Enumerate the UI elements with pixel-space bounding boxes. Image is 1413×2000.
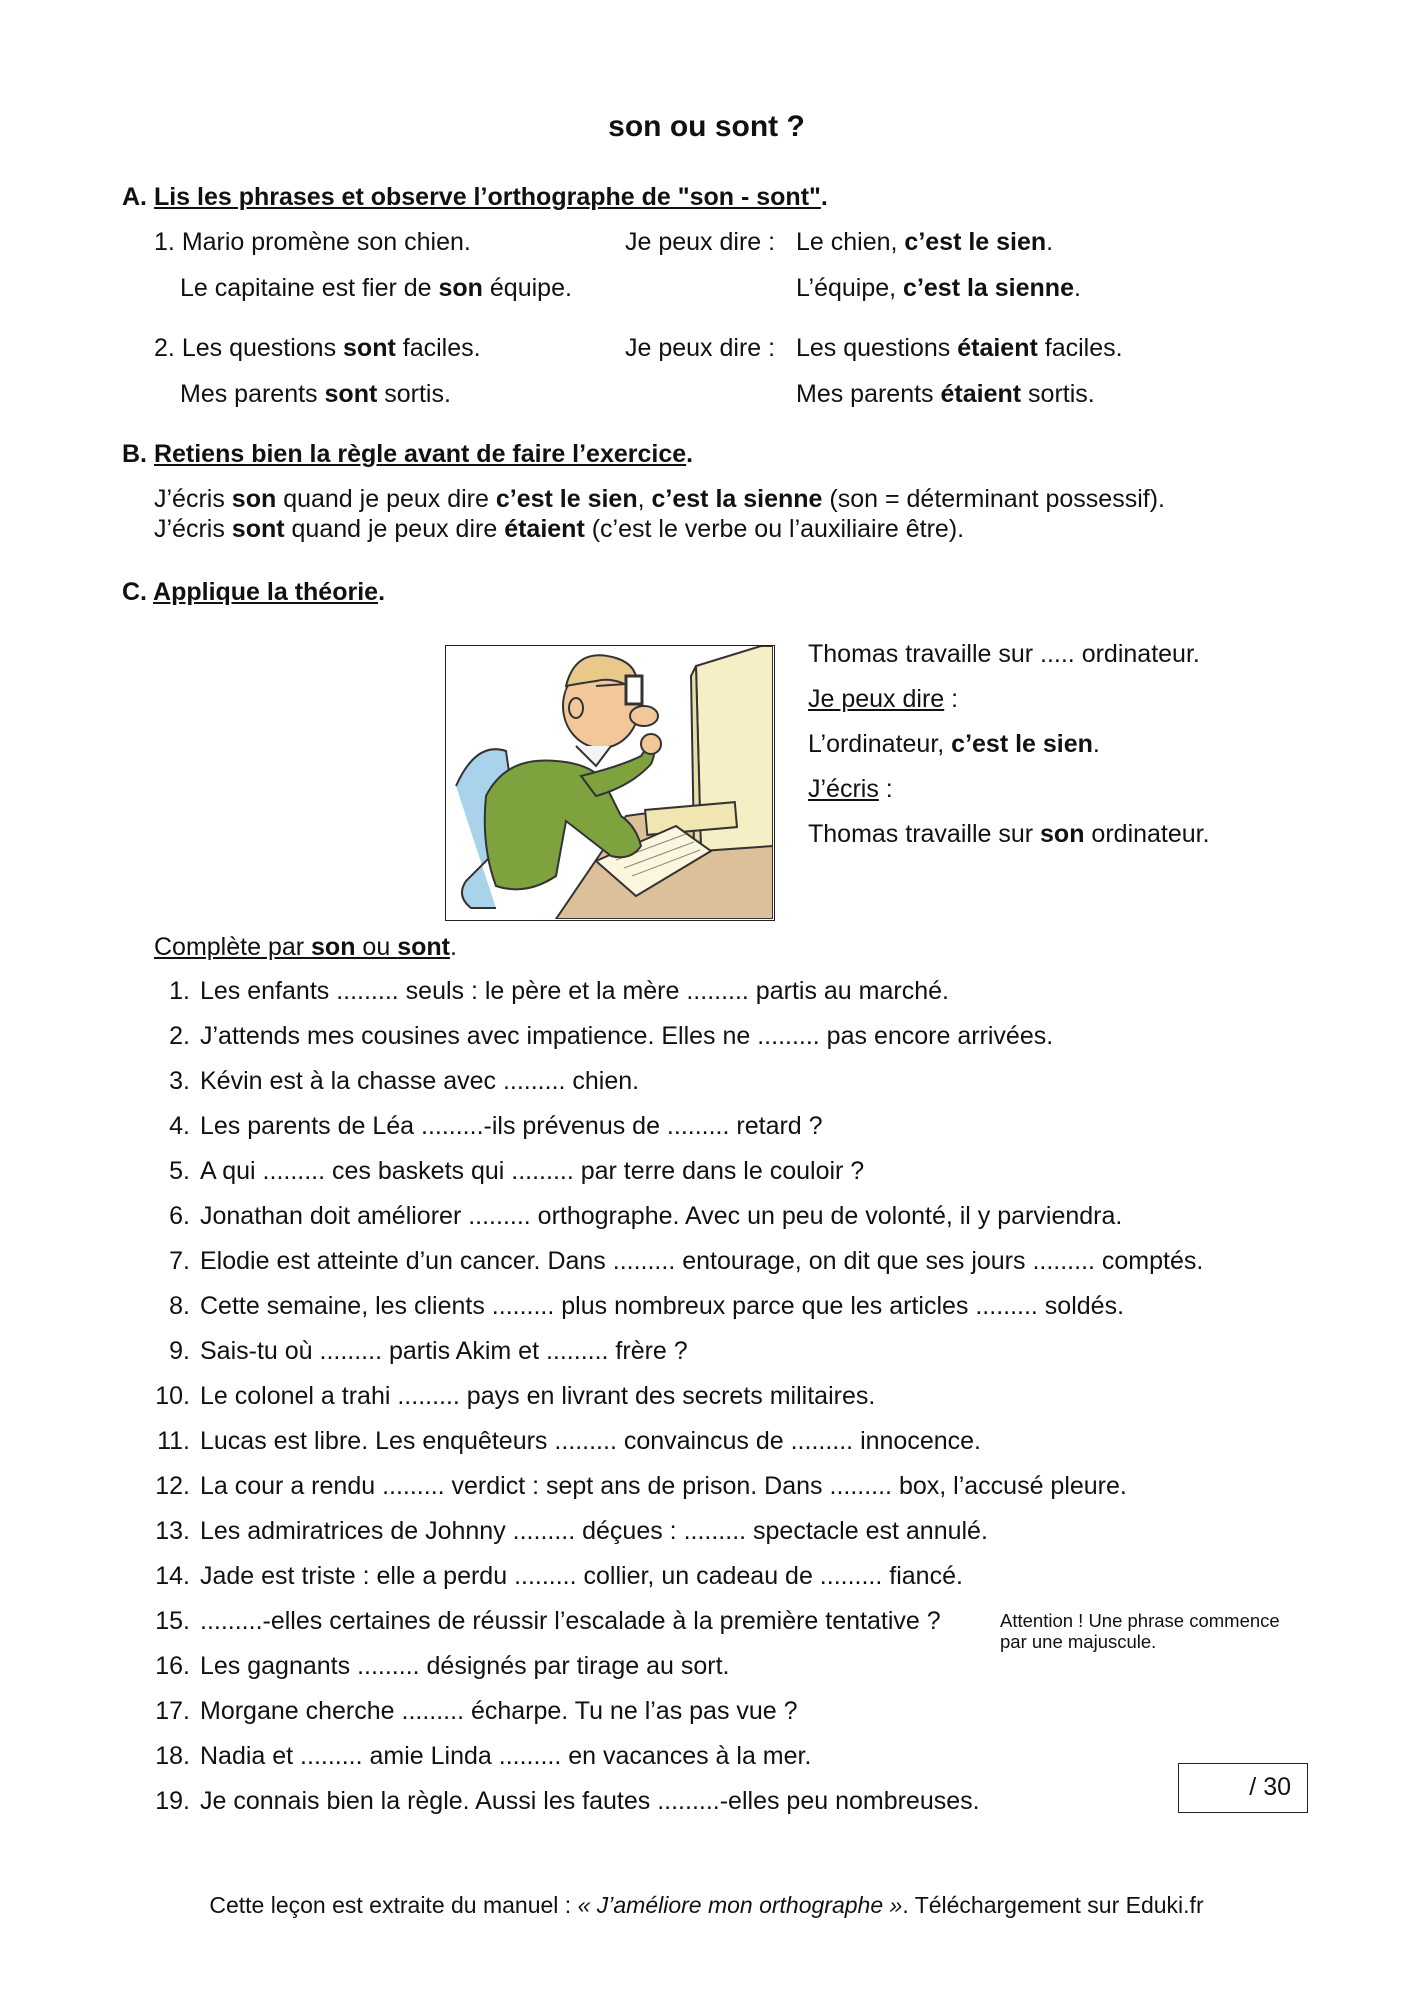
exercise-item [144, 1517, 988, 1546]
exercise-item [144, 1067, 639, 1096]
exercise-item [144, 1247, 1203, 1276]
exercise-item [144, 1472, 1127, 1501]
exercise-sentence: J’attends mes cousines avec impatience. Elles ne ......... pas encore arrivées. [200, 1022, 1054, 1050]
exercise-item [144, 977, 949, 1006]
exercise-number: 3. [169, 1067, 190, 1095]
score-box: / 30 [1178, 1763, 1308, 1813]
example-write: J’écris : [808, 775, 893, 803]
example-1-say: Je peux dire : [625, 228, 776, 256]
example-2-line-1: 2. Les questions sont faciles. [154, 334, 481, 362]
exercise-item [144, 1607, 941, 1636]
exercise-sentence: La cour a rendu ......... verdict : sept ans de prison. Dans ......... box, l’accusé pleure. [200, 1472, 1127, 1500]
example-1-alt-2: L’équipe, c’est la sienne. [796, 274, 1081, 302]
exercise-sentence: Jonathan doit améliorer ......... orthographe. Avec un peu de volonté, il y parviendra. [200, 1202, 1123, 1230]
exercise-item [144, 1022, 1053, 1051]
exercise-item [144, 1427, 981, 1456]
exercise-item [144, 1562, 963, 1591]
man-at-computer-drawing [446, 646, 773, 919]
exercise-sentence: Les parents de Léa .........-ils prévenus de ......... retard ? [200, 1112, 823, 1140]
footer-credit: Cette leçon est extraite du manuel : « J’améliore mon orthographe ». Téléchargement sur Eduki.fr [209, 1892, 1204, 1918]
section-a-title: Lis les phrases et observe l’orthographe de "son - sont" [153, 183, 821, 211]
exercise-item [144, 1202, 1122, 1231]
rule-sont: J’écris sont quand je peux dire étaient (c’est le verbe ou l’auxiliaire être). [154, 515, 965, 543]
exercise-item [144, 1697, 798, 1726]
exercise-number: 13. [155, 1517, 190, 1545]
exercise-number: 9. [169, 1337, 190, 1365]
exercise-number: 4. [169, 1112, 190, 1140]
exercise-item [144, 1292, 1124, 1321]
exercise-number: 17. [155, 1697, 190, 1725]
exercise-item [144, 1157, 864, 1186]
exercise-item [144, 1382, 875, 1411]
section-a-letter: A. [122, 183, 147, 211]
exercise-number: 19. [155, 1787, 190, 1815]
exercise-item [144, 1652, 729, 1681]
capital-letter-note: Attention ! Une phrase commence par une majuscule. [1000, 1610, 1280, 1652]
example-2-alt-1: Les questions étaient faciles. [796, 334, 1123, 362]
exercise-number: 14. [155, 1562, 190, 1590]
example-line-3: L’ordinateur, c’est le sien. [808, 730, 1100, 758]
exercise-sentence: Nadia et ......... amie Linda ......... en vacances à la mer. [200, 1742, 812, 1770]
exercise-sentence: Les admiratrices de Johnny ......... déçues : ......... spectacle est annulé. [200, 1517, 988, 1545]
rule-son: J’écris son quand je peux dire c’est le sien, c’est la sienne (son = déterminant possessif). [154, 485, 1165, 513]
exercise-sentence: Morgane cherche ......... écharpe. Tu ne l’as pas vue ? [200, 1697, 798, 1725]
exercise-number: 10. [155, 1382, 190, 1410]
exercise-sentence: Jade est triste : elle a perdu ......... collier, un cadeau de ......... fiancé. [200, 1562, 963, 1590]
example-line-5: Thomas travaille sur son ordinateur. [808, 820, 1210, 848]
exercise-number: 6. [169, 1202, 190, 1230]
illustration-man-at-computer [445, 645, 775, 921]
example-2-say: Je peux dire : [625, 334, 776, 362]
exercise-sentence: Elodie est atteinte d’un cancer. Dans ......... entourage, on dit que ses jours ......... comptés. [200, 1247, 1204, 1275]
exercise-sentence: Kévin est à la chasse avec ......... chien. [200, 1067, 640, 1095]
exercise-sentence: Le colonel a trahi ......... pays en livrant des secrets militaires. [200, 1382, 876, 1410]
exercise-number: 8. [169, 1292, 190, 1320]
exercise-sentence: .........-elles certaines de réussir l’escalade à la première tentative ? [200, 1607, 941, 1635]
exercise-item [144, 1742, 811, 1771]
exercise-item [144, 1787, 980, 1816]
section-a-heading: A. Lis les phrases et observe l’orthographe de "son - sont". [122, 183, 828, 211]
exercise-sentence: Les gagnants ......... désignés par tirage au sort. [200, 1652, 730, 1680]
exercise-number: 7. [169, 1247, 190, 1275]
exercise-sentence: A qui ......... ces baskets qui ......... par terre dans le couloir ? [200, 1157, 865, 1185]
exercise-number: 1. [169, 977, 190, 1005]
example-1-line-2: Le capitaine est fier de son équipe. [180, 274, 572, 302]
exercise-number: 5. [169, 1157, 190, 1185]
exercise-sentence: Les enfants ......... seuls : le père et la mère ......... partis au marché. [200, 977, 949, 1005]
exercise-number: 2. [169, 1022, 190, 1050]
section-b-heading: B. Retiens bien la règle avant de faire l’exercice. [122, 440, 694, 468]
section-c-heading: C. Applique la théorie. [122, 578, 386, 606]
exercise-number: 16. [155, 1652, 190, 1680]
exercise-item [144, 1112, 823, 1141]
page-title: son ou sont ? [608, 110, 805, 143]
example-1-alt-1: Le chien, c’est le sien. [796, 228, 1054, 256]
example-line-1: Thomas travaille sur ..... ordinateur. [808, 640, 1200, 668]
exercise-sentence: Je connais bien la règle. Aussi les fautes .........-elles peu nombreuses. [200, 1787, 980, 1815]
exercise-number: 15. [155, 1607, 190, 1635]
exercise-number: 11. [157, 1427, 190, 1455]
exercise-sentence: Lucas est libre. Les enquêteurs ......... convaincus de ......... innocence. [200, 1427, 981, 1455]
exercise-number: 12. [155, 1472, 190, 1500]
example-say: Je peux dire : [808, 685, 959, 713]
example-1-line-1: 1. Mario promène son chien. [154, 228, 471, 256]
example-2-alt-2: Mes parents étaient sortis. [796, 380, 1095, 408]
exercise-instruction: Complète par son ou sont. [154, 933, 457, 961]
exercise-number: 18. [155, 1742, 190, 1770]
exercise-sentence: Sais-tu où ......... partis Akim et ......... frère ? [200, 1337, 688, 1365]
exercise-item [144, 1337, 688, 1366]
example-2-line-2: Mes parents sont sortis. [180, 380, 451, 408]
exercise-sentence: Cette semaine, les clients ......... plus nombreux parce que les articles ......... soldés. [200, 1292, 1125, 1320]
